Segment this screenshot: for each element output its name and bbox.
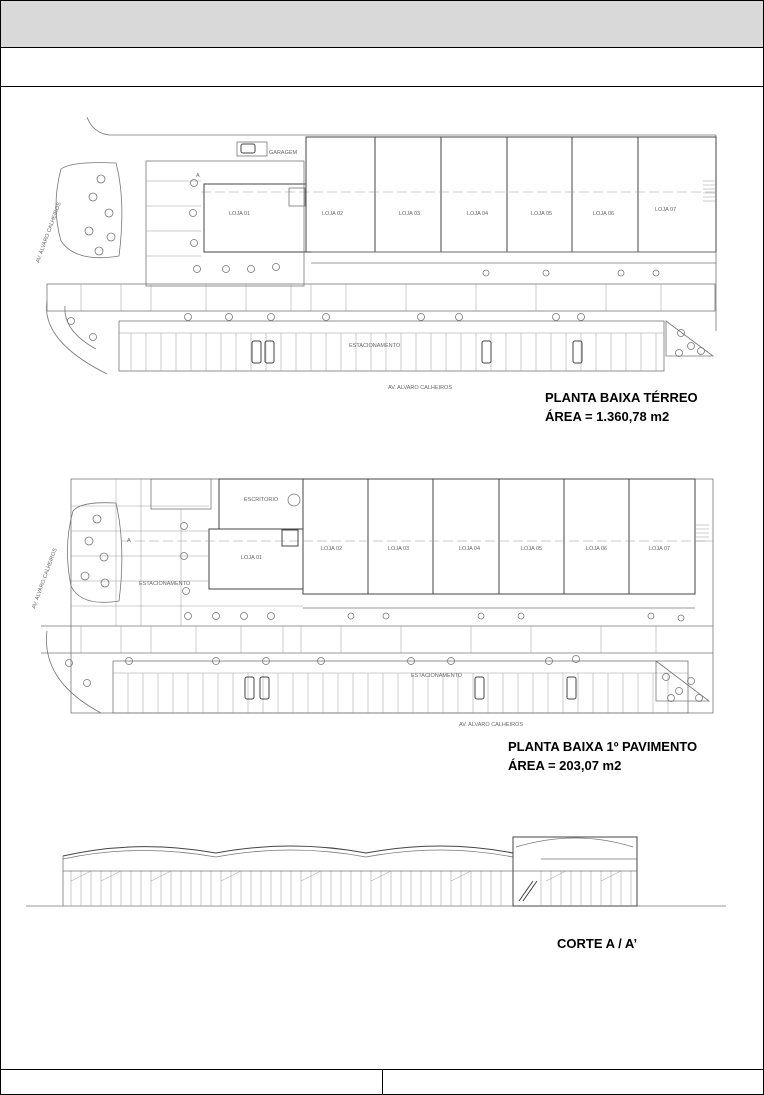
store-label: LOJA 01 bbox=[241, 555, 263, 561]
store-label: LOJA 05 bbox=[531, 211, 553, 217]
ground-floor-plan bbox=[35, 117, 716, 391]
store-label: LOJA 04 bbox=[459, 546, 481, 552]
parking-label: ESTACIONAMENTO bbox=[139, 581, 191, 587]
first-floor-plan-title: PLANTA BAIXA 1º PAVIMENTO bbox=[508, 739, 698, 754]
store-label: LOJA 02 bbox=[322, 211, 344, 217]
garage-label: GARAGEM bbox=[269, 150, 298, 156]
section-mark: A bbox=[127, 538, 131, 544]
architectural-drawings bbox=[1, 1, 763, 1069]
store-label: LOJA 03 bbox=[399, 211, 421, 217]
section-a-a bbox=[26, 837, 726, 906]
parking-label: ESTACIONAMENTO bbox=[349, 343, 401, 349]
store-label: LOJA 07 bbox=[655, 207, 677, 213]
parking-label: ESTACIONAMENTO bbox=[411, 673, 463, 679]
store-label: LOJA 05 bbox=[521, 546, 543, 552]
store-label: LOJA 06 bbox=[593, 211, 615, 217]
street-label: AV. ALVARO CALHEIROS bbox=[388, 385, 452, 391]
store-label: LOJA 04 bbox=[467, 211, 489, 217]
section-mark: A bbox=[196, 173, 200, 179]
street-label-left: AV. ALVARO CALHEIROS bbox=[31, 547, 59, 610]
store-label: LOJA 06 bbox=[586, 546, 608, 552]
store-label: LOJA 01 bbox=[229, 211, 251, 217]
street-label-left: AV. ALVARO CALHEIROS bbox=[35, 201, 63, 264]
store-label: LOJA 03 bbox=[388, 546, 410, 552]
office-label: ESCRITORIO bbox=[244, 497, 279, 503]
store-label: LOJA 07 bbox=[649, 546, 671, 552]
section-title: CORTE A / A’ bbox=[557, 936, 638, 951]
street-label: AV. ALVARO CALHEIROS bbox=[459, 722, 523, 728]
ground-floor-plan-title: PLANTA BAIXA TÉRREO bbox=[545, 390, 698, 405]
first-floor-plan bbox=[31, 479, 713, 728]
first-floor-plan-area: ÁREA = 203,07 m2 bbox=[508, 758, 622, 773]
footer-divider bbox=[382, 1070, 383, 1095]
ground-floor-plan-area: ÁREA = 1.360,78 m2 bbox=[545, 409, 670, 424]
title-block-footer bbox=[1, 1069, 763, 1095]
store-label: LOJA 02 bbox=[321, 546, 343, 552]
